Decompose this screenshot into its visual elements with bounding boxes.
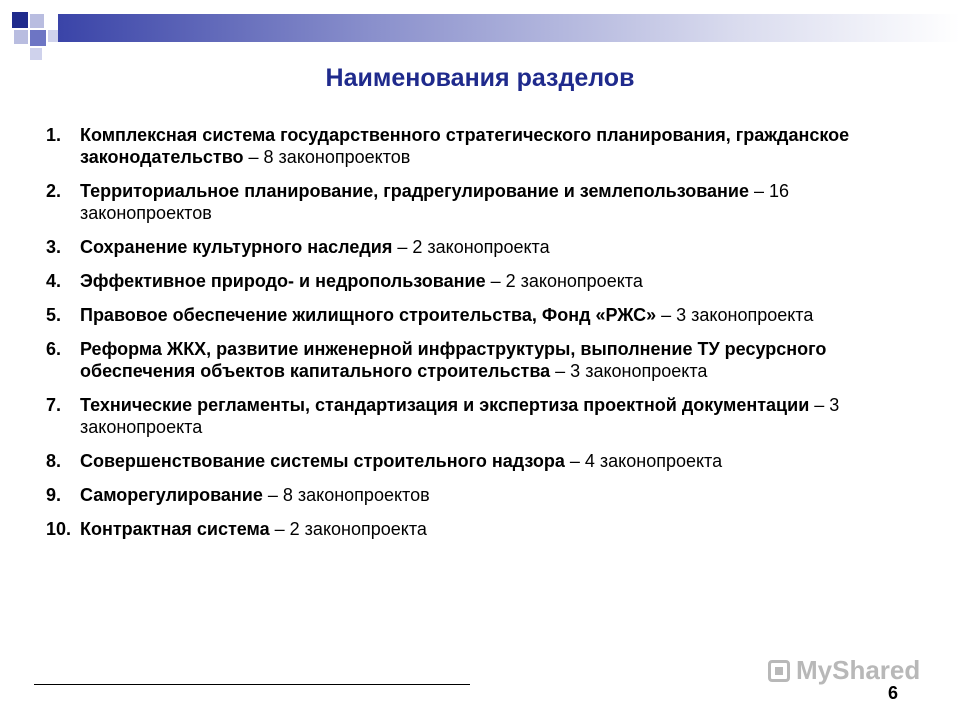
deco-square (30, 30, 46, 46)
section-item (46, 394, 896, 438)
item-text (80, 518, 896, 540)
item-number: 10. (46, 519, 72, 539)
section-item (46, 180, 896, 224)
page-number: 6 (888, 683, 899, 703)
item-count: – 8 законопроектов (243, 147, 411, 167)
presentation-icon (768, 660, 790, 682)
item-count: – 2 законопроекта (485, 271, 643, 291)
item-text (80, 124, 896, 168)
item-count: – 3 законопроекта (656, 305, 814, 325)
item-topic: Правовое обеспечение жилищного строительства, Фонд «РЖС» (80, 305, 657, 325)
item-topic: Территориальное планирование, градрегулирование и землепользование (80, 181, 749, 201)
section-item (46, 450, 896, 472)
item-topic: Комплексная система государственного стратегического планирования, гражданское законодательство (80, 125, 850, 167)
footer-divider (34, 684, 470, 685)
item-text (80, 180, 896, 224)
section-item (46, 518, 896, 540)
item-topic: Реформа ЖКХ, развитие инженерной инфраструктуры, выполнение ТУ ресурсного обеспечения объектов капитального строительства (80, 339, 827, 381)
item-text (80, 484, 896, 506)
item-topic: Саморегулирование (80, 485, 263, 505)
item-number: 5. (46, 305, 62, 325)
slide-title: Наименования разделов (325, 64, 635, 92)
section-item (46, 236, 896, 258)
item-number: 9. (46, 485, 62, 505)
item-count: – 2 законопроекта (269, 519, 427, 539)
item-text (80, 338, 896, 382)
deco-square (14, 30, 28, 44)
deco-square (30, 48, 42, 60)
item-topic: Технические регламенты, стандартизация и экспертиза проектной документации (80, 395, 810, 415)
item-number: 1. (46, 125, 62, 145)
item-text (80, 450, 896, 472)
section-item (46, 304, 896, 326)
item-text (80, 304, 896, 326)
header-gradient-bar (58, 14, 960, 42)
item-count: – 3 законопроекта (80, 395, 840, 437)
item-topic: Эффективное природо- и недропользование (80, 271, 486, 291)
item-count: – 2 законопроекта (392, 237, 550, 257)
item-count: – 4 законопроекта (564, 451, 723, 471)
item-topic: Совершенствование системы строительного надзора (80, 451, 565, 471)
section-item (46, 484, 896, 506)
item-text (80, 270, 896, 292)
section-item (46, 338, 896, 382)
item-number: 3. (46, 237, 62, 257)
item-number: 7. (46, 395, 62, 415)
item-count: – 8 законопроектов (262, 485, 430, 505)
logo-text: MyShared (796, 655, 921, 685)
section-item (46, 270, 896, 292)
item-count: – 3 законопроекта (550, 361, 708, 381)
watermark-logo (768, 655, 920, 686)
item-text (80, 394, 896, 438)
section-item (46, 124, 896, 168)
item-number: 6. (46, 339, 62, 359)
item-topic: Сохранение культурного наследия (80, 237, 393, 257)
item-text (80, 236, 896, 258)
item-number: 8. (46, 451, 62, 471)
item-topic: Контрактная система (80, 519, 270, 539)
item-number: 4. (46, 271, 62, 291)
deco-square (12, 12, 28, 28)
item-count: – 16 законопроектов (80, 181, 790, 223)
section-list (46, 124, 896, 552)
deco-square (30, 14, 44, 28)
item-number: 2. (46, 181, 62, 201)
